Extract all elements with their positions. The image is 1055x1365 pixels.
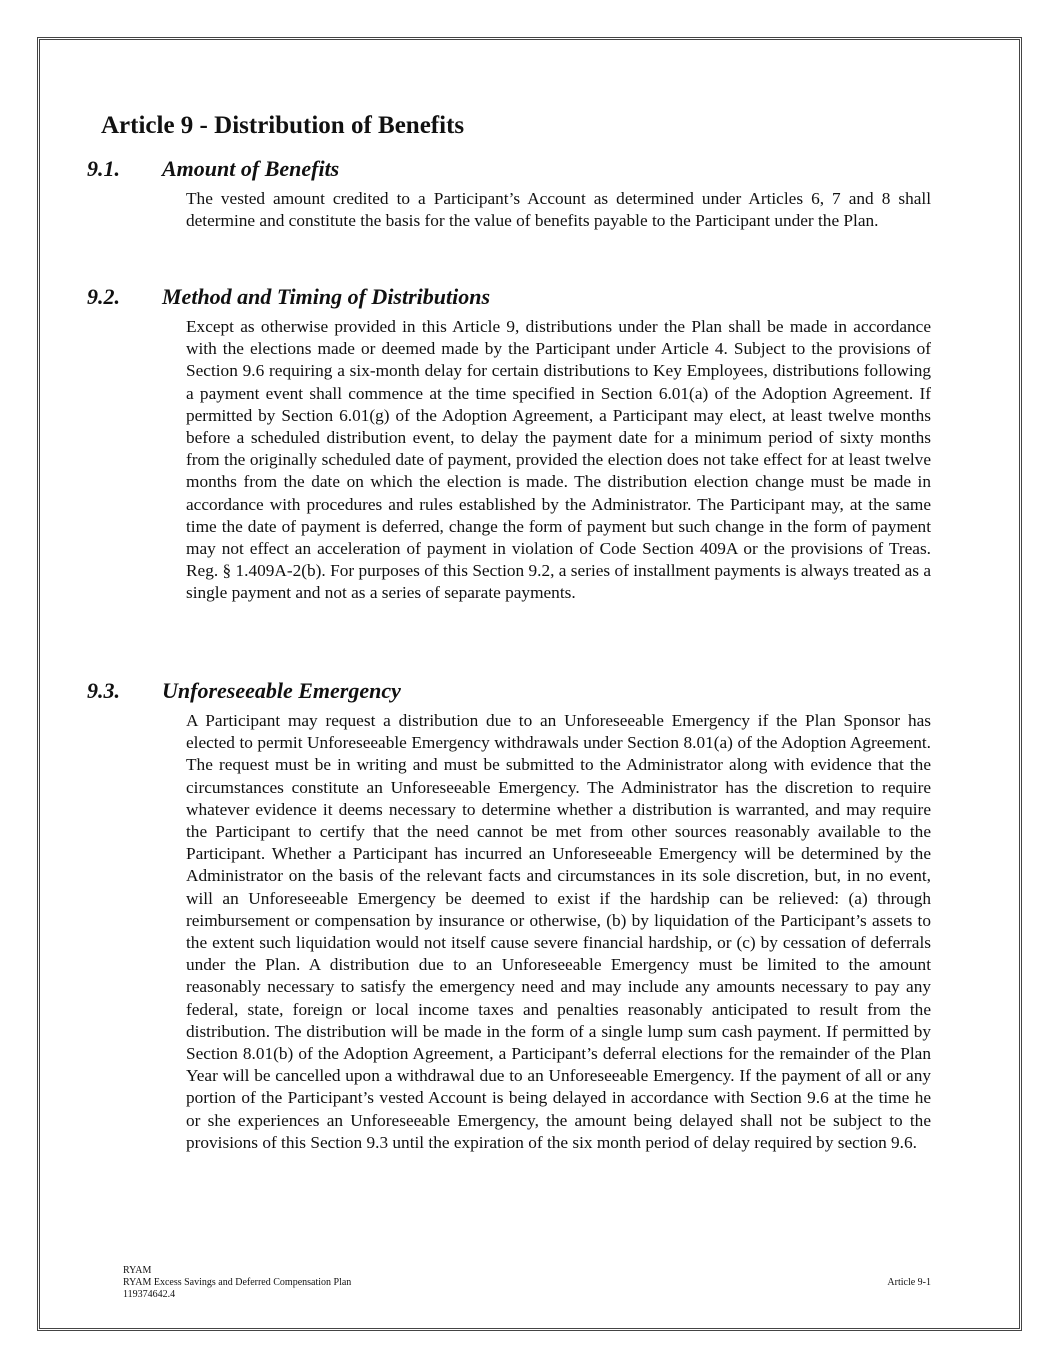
section-heading	[87, 284, 947, 310]
section-heading	[87, 156, 947, 182]
section-title: Amount of Benefits	[162, 156, 340, 181]
section-body: A Participant may request a distribution due to an Unforeseeable Emergency if the Plan Sponsor has elected to permit Unforeseeable Emergency withdrawals under Section 8.01(a) of the Adoption Agreement. The request must be in writing and must be submitted to the Administrator along with evidence that the circumstances constitute an Unforeseeable Emergency. The Administrator has the discretion to require whatever evidence it deems necessary to determine whether a distribution is warranted, and may require the Participant to certify that the need cannot be met from other sources reasonably available to the Participant. Whether a Participant has incurred an Unforeseeable Emergency will be determined by the Administrator on the basis of the relevant facts and circumstances in its sole discretion, but, in no event, will an Unforeseeable Emergency be deemed to exist if the hardship can be relieved: (a) through reimbursement or compensation by insurance or otherwise, (b) by liquidation of the Participant’s assets to the extent such liquidation would not itself cause severe financial hardship, or (c) by cessation of deferrals under the Plan. A distribution due to an Unforeseeable Emergency must be limited to the amount reasonably necessary to satisfy the emergency need and may include any amounts necessary to pay any federal, state, foreign or local income taxes and penalties reasonably anticipated to result from the distribution. The distribution will be made in the form of a single lump sum cash payment. If permitted by Section 8.01(b) of the Adoption Agreement, a Participant’s deferral elections for the remainder of the Plan Year will be cancelled upon a withdrawal due to an Unforeseeable Emergency. If the payment of all or any portion of the Participant’s vested Account is being delayed in accordance with Section 9.6 at the time he or she experiences an Unforeseeable Emergency, the amount being delayed shall not be subject to the provisions of this Section 9.3 until the expiration of the six month period of delay required by section 9.6.	[186, 711, 931, 1152]
section-9-1	[87, 156, 947, 232]
section-body: The vested amount credited to a Participant’s Account as determined under Articles 6, 7 and 8 shall determine and constitute the basis for the value of benefits payable to the Participant under the Plan.	[186, 189, 931, 231]
footer-page-label: Article 9-1	[887, 1277, 931, 1288]
section-title: Method and Timing of Distributions	[162, 284, 491, 309]
footer-plan-name: RYAM Excess Savings and Deferred Compensation Plan	[123, 1277, 352, 1288]
footer-doc-id: 119374642.4	[123, 1289, 176, 1300]
section-number: 9.1.	[87, 156, 120, 181]
section-9-3	[87, 678, 947, 1154]
page-footer	[123, 1265, 931, 1301]
section-title: Unforeseeable Emergency	[162, 678, 401, 703]
section-body: Except as otherwise provided in this Article 9, distributions under the Plan shall be made in accordance with the elections made or deemed made by the Participant under Article 4. Subject to the provisions of Section 9.6 requiring a six-month delay for certain distributions to Key Employees, distributions following a payment event shall commence at the time specified in Section 6.01(a) of the Adoption Agreement. If permitted by Section 6.01(g) of the Adoption Agreement, a Participant may elect, at least twelve months before a scheduled distribution event, to delay the payment date for a minimum period of sixty months from the originally scheduled date of payment, provided the election does not take effect for at least twelve months from the date on which the election is made. The distribution election change must be made in accordance with procedures and rules established by the Administrator. The Participant may, at the same time the date of payment is deferred, change the form of payment but such change in the form of payment may not effect an acceleration of payment in violation of Code Section 409A or the provisions of Treas. Reg. § 1.409A-2(b). For purposes of this Section 9.2, a series of installment payments is always treated as a single payment and not as a series of separate payments.	[186, 317, 931, 603]
section-9-2	[87, 284, 947, 605]
footer-company: RYAM	[123, 1265, 152, 1276]
section-number: 9.3.	[87, 678, 120, 703]
article-title: Article 9 - Distribution of Benefits	[101, 112, 465, 139]
section-heading	[87, 678, 947, 704]
section-number: 9.2.	[87, 284, 120, 309]
